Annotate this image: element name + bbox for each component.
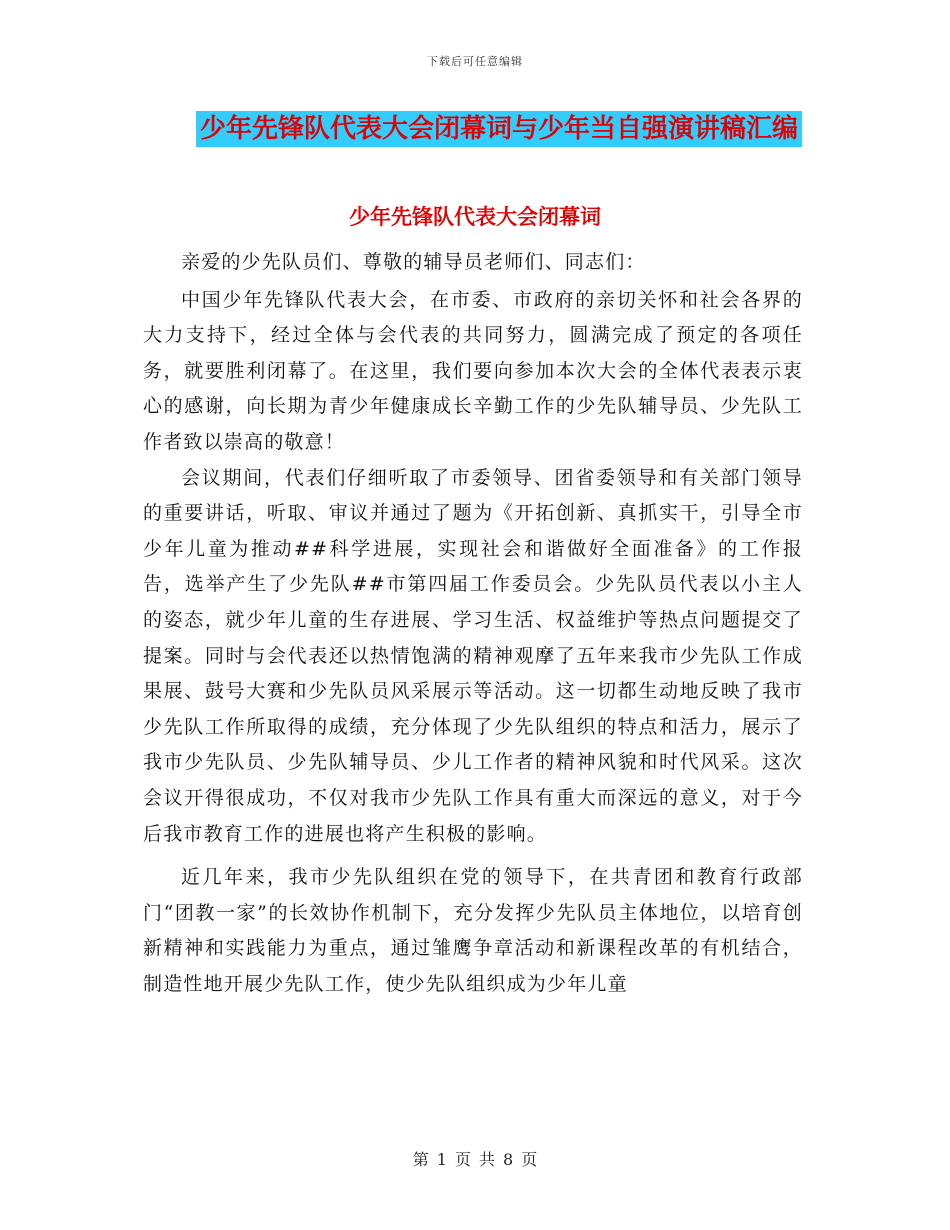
page-footer [0, 1147, 950, 1170]
footer-page-word: 第 [412, 1150, 429, 1169]
document-body [143, 245, 803, 1002]
section-title: 少年先锋队代表大会闭幕词 [349, 204, 601, 229]
main-title: 少年先锋队代表大会闭幕词与少年当自强演讲稿汇编 [196, 111, 802, 147]
footer-total-word: 共 [479, 1150, 496, 1169]
salutation-paragraph: 亲爱的少先队员们、尊敬的辅导员老师们、同志们： [181, 251, 646, 273]
body-paragraph: 会议期间，代表们仔细听取了市委领导、团省委领导和有关部门领导的重要讲话，听取、审议并通过了题为《开拓创新、真抓实干，引导全市少年儿童为推动##科学进展，实现社会和谐做好全面准备》的工作报告，选举产生了少先队##市第四届工作委员会。少先队员代表以小主人的姿态，就少年儿童的生存进展、学习生活、权益维护等热点问题提交了提案。同时与会代表还以热情饱满的精神观摩了五年来我市少先队工作成果展、鼓号大赛和少先队员风采展示等活动。这一切都生动地反映了我市少先队工作所取得的成绩，充分体现了少先队组织的特点和活力，展示了我市少先队员、少先队辅导员、少儿工作者的精神风貌和时代风采。这次会议开得很成功，不仅对我市少先队工作具有重大而深远的意义，对于今后我市教育工作的进展也将产生积极的影响。 [143, 466, 803, 845]
body-paragraph: 中国少年先锋队代表大会，在市委、市政府的亲切关怀和社会各界的大力支持下，经过全体与会代表的共同努力，圆满完成了预定的各项任务，就要胜利闭幕了。在这里，我们要向参加本次大会的全体代表表示衷心的感谢，向长期为青少年健康成长辛勤工作的少先队辅导员、少先队工作者致以崇高的敬意！ [143, 288, 803, 453]
footer-page-mid: 页 [454, 1150, 471, 1169]
main-title-container [0, 111, 950, 147]
page-header-note: 下载后可任意编辑 [427, 55, 523, 68]
footer-page-total: 8 [503, 1150, 514, 1169]
footer-total-end: 页 [521, 1150, 538, 1169]
footer-page-current: 1 [436, 1150, 447, 1169]
body-paragraph: 近几年来，我市少先队组织在党的领导下，在共青团和教育行政部门“团教一家”的长效协作机制下，充分发挥少先队员主体地位，以培育创新精神和实践能力为重点，通过雏鹰争章活动和新课程改革的有机结合，制造性地开展少先队工作，使少先队组织成为少年儿童 [143, 866, 803, 995]
